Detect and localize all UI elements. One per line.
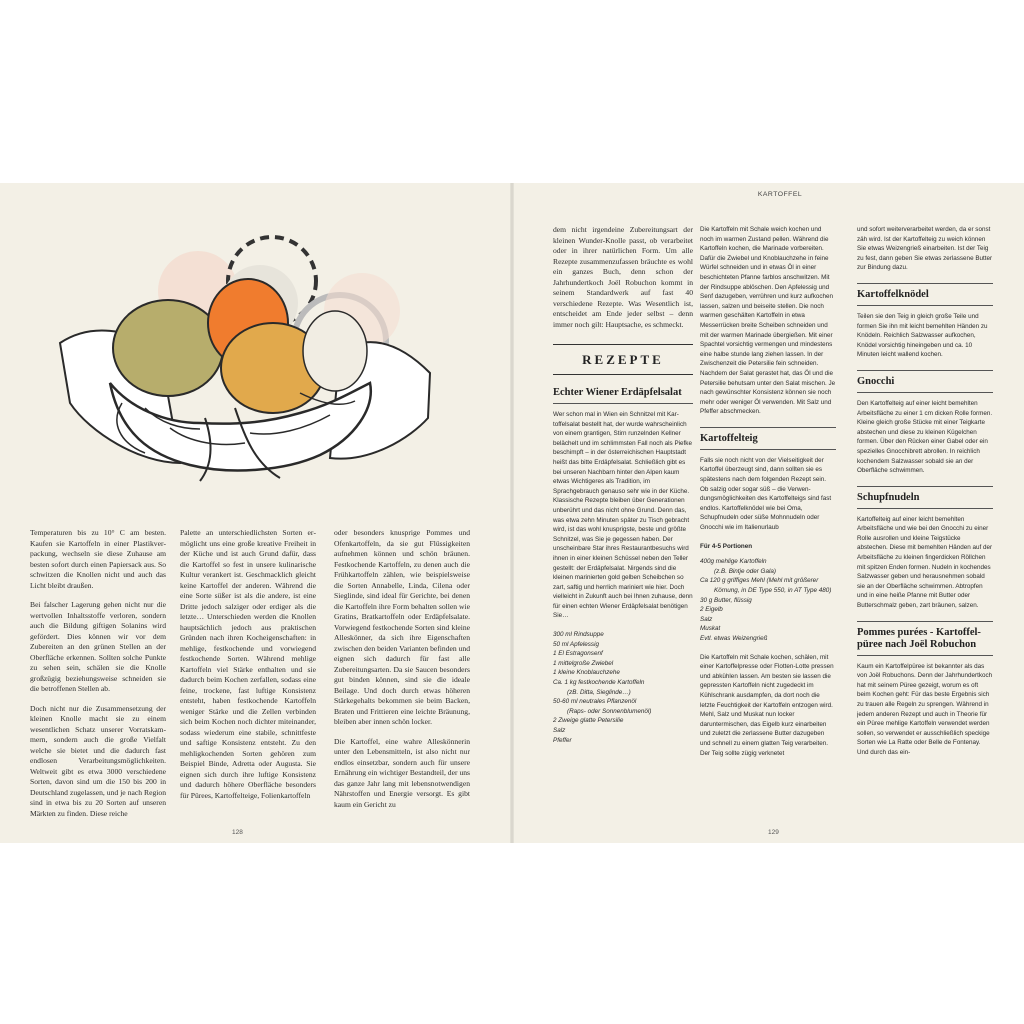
salad-method: Die Kartoffeln mit Schale weich kochen und noch im warmen Zustand pellen. Während die Kartoffeln kochen, die Marinade vorbereiten. Dafür die Zwiebel und Knoblauchzehe in feine Würfel schneiden und in etwas Öl in einer beschichteten Pfanne farblos anschwitzen. Mit der Rindsuppe ablöschen. Den Apfelessig und Senf dazugeben, verrühren und kurz aufkochen lassen, salzen und beiseite stellen. Die noch warmen geschälten Kartoffeln in etwa Messerrücken breite Scheiben schneiden und mit der warmen Marinade übergießen. Mit einer Spachtel vorsichtig vermengen und mindestens eine halbe stunde lang ziehen lassen. In der Zwischenzeit die Petersilie fein schneiden. Nachdem der Salat gerastet hat, das Öl und die Petersilie behutsam unter den Salat mischen. Je nach gewünschter Konsistenz können sie noch mehr oder weniger Öl verwenden. Mit Salz und Pfeffer abschmecken. (700, 226, 836, 416)
ingredient: 1 kleine Knoblauchzehe (553, 669, 620, 677)
recipe-title-knoedel: Kartoffelknödel (857, 283, 993, 306)
right-column-1 (553, 225, 693, 825)
ingredient: (Raps- oder Sonnenblumenöl) (567, 707, 652, 715)
ingredient: 50-60 ml neutrales Pflanzenöl (553, 698, 637, 706)
page-number-right: 129 (768, 829, 779, 836)
ingredient: Pfeffer (553, 736, 572, 744)
puree-text: Kaum ein Kartoffelpüree ist bekannter als das von Joël Robuchons. Denn der Jahrhundertkoch hat mit seinem Püree gezeigt, worum es oft beim Kochen geht: Für das beste Ergebnis sich zu trauen alle Regeln zu sprengen. Während in jedem anderen Rezept und auch in Theorie für ein Püree mehlige Kartoffeln verwendet werden sollen, so verwendet er ausschließlich speckige Sorten wie La Ratte oder Belle de Fontenay. Und durch das ein- (857, 662, 993, 756)
recipe-title-puree: Pommes purées - Kartoffelpüree nach Joël Robuchon (857, 621, 993, 656)
ingredient: Körnung, in DE Type 550, in AT Type 480) (714, 587, 832, 594)
paragraph: Bei falscher Lagerung gehen nicht nur die wertvollen Inhaltsstoffe verloren, sondern auch die Bildung giftigen Solanins wird gefördert. Dies können wir vor dem Zubereiten an den grünen Stellen an der Oberfläche erkennen. Sollten solche Punkte zu sehen sein, schälen sie die Knolle großzügig beziehungsweise schneiden sie die betroffenen Stellen ab. (30, 600, 166, 693)
page-number-left: 128 (232, 829, 243, 836)
ingredient: 1 El Estragonsenf (553, 650, 603, 658)
book-spread (0, 183, 1024, 843)
ingredient: Ca. 1 kg festkochende Kartoffeln (553, 679, 645, 687)
left-column-3 (334, 528, 470, 824)
paragraph: Temperaturen bis zu 10° C am besten. Kaufen sie Kartoffeln in einer Plastikverpackung, wechseln sie diese Zuhause am besten sofort durch einen Papiersack aus. So schwitzen die Knollen nicht und auch das Licht bleibt draußen. (30, 528, 166, 590)
gutter (510, 183, 514, 843)
teig-text: Falls sie noch nicht von der Vielseitigkeit der Kartoffel überzeugt sind, dann sollten sie es spätestens nach dem folgenden Rezept sein. Ob salzig oder sogar süß – die Verwendungsmöglichkeiten des Kartoffelteigs sind fast endlos. Kartoffelknödel wie bei Oma, Schupfnudeln oder süße Mohnnudeln oder Gnocchi wie im Italienurlaub (700, 456, 832, 532)
teig-method-continued: und sofort weiterverarbeitet werden, da er sonst zäh wird. Ist der Kartoffelteig zu weich können Sie etwas Weizengrieß einarbeiten. Ist der Teig zu fest, dann geben Sie etwas zerlassene Butter zur Bindung dazu. (857, 226, 993, 272)
paragraph: Die Kartoffel, eine wahre Alleskönnerin unter den Lebensmitteln, ist also nicht nur endlos einsetzbar, sondern auch für unsere Ernährung ein wichtiger Bestandteil, der uns das ganze Jahr lang mit lebensnotwendigen Nährstoffen und Energie versorgt. Es gibt kaum ein Gericht zu (334, 736, 470, 809)
hands-holding-potatoes-illustration (50, 233, 440, 493)
paragraph: oder besonders knusprige Pommes und Ofenkartoffeln, da sie gut Flüssigkeiten aufnehmen können und schön bräunen. Festkochende Kartoffeln, zu denen auch die Frühkartoffeln zählen, wie beispielsweise die Sorten Annabelle, Linda, Cilena oder Sieglinde, sind ideal für Gerichte, bei denen die Kartoffeln ihre Form behalten sollen wie Gratins, Bratkartoffeln oder Erdäpfelsalate. Vorwiegend festkochende Sorten sind kleine Alleskönner, da sich ihre Eigenschaften zwischen den beiden Varianten befinden und eignen sich dadurch für fast alle Zubereitungsarten. Da sie Saucen besonders gut binden können, sind sie die ideale Beilage. Und doch durch etwas höheren Stärkegehalts bekommen sie beim Backen, Braten und Frittieren eine leichte Bräunung, bleiben aber innen schön locker. (334, 528, 470, 726)
ingredient: 30 g Butter, flüssig (700, 596, 752, 604)
schupfnudeln-text: Kartoffelteig auf einer leicht bemehlten Arbeitsfläche und wie bei den Gnocchi zu einer Rolle ausrollen und kleine Teigstücke abstechen. Diese mit bemehlten Händen auf der Arbeitsfläche zu kleinen fingerdicken Röllchen mit spitzen Enden formen. Nudeln in kochendes Salzwasser geben und herausnehmen sobald sie an der Oberfläche schwimmen. Abtropfen und in eine heiße Pfanne mit Butter oder Butterschmalz geben, zart bräunen, salzen. (857, 515, 993, 610)
ingredient: Ca 120 g griffiges Mehl (Mehl mit größerer (700, 577, 819, 585)
ingredient: Evtl. etwas Weizengrieß (700, 634, 768, 642)
recipe-title-gnocchi: Gnocchi (857, 370, 993, 393)
recipe-title-schupfnudeln: Schupfnudeln (857, 486, 993, 509)
recipe-title-salad: Echter Wiener Erdäpfelsalat (553, 387, 693, 404)
ingredient: (z.B. Bintje oder Gala) (714, 567, 776, 575)
ingredient: Muskat (700, 625, 721, 633)
gnocchi-text: Den Kartoffelteig auf einer leicht bemehlten Arbeitsfläche zu einer 1 cm dicken Rolle formen. Kleine gleich große Stücke mit einer Teigkarte abstechen und diese zu kleinen Kügelchen formen. Über den Rücken einer Gabel oder ein spezielles Gnocchibrett abrollen. In reichlich kochendem Salzwasser sobald sie an der Oberfläche schwimmen. (857, 399, 993, 475)
salad-ingredients (553, 630, 693, 745)
ingredient: 1 mittelgroße Zwiebel (553, 659, 614, 667)
teig-method: Die Kartoffeln mit Schale kochen, schälen, mit einer Kartoffelpresse oder Flotten-Lotte pressen und abkühlen lassen. Am besten sie lassen die gepressten Kartoffeln nicht zugedeckt im Kühlschrank ausdampfen, da dort noch die letzte Feuchtigkeit der Kartoffeln entzogen wird. Mehl, Salz und Muskat nun locker daruntermischen, das Eigelb kurz einarbeiten und zuletzt die zerlassene Butter dazugeben und schnell zu einem glatten Teig verarbeiten. Der Teig sollte zügig verknetet (700, 653, 834, 757)
paragraph: Doch nicht nur die Zusammensetzung der kleinen Knolle macht sie zu einem wesentlichen Schatz unserer Vorratskammern, sondern auch die große Vielfalt welche sie bietet und die dadurch fast endlosen Verarbeitungsmöglichkeiten. Weltweit gibt es etwa 3000 verschiedene Sorten, davon sind um die 150 bis 200 in Deutschland zugelassen, und je nach Region sind in etwa bis zu 20 Sorten auf unseren Märkten zu finden. Diese reiche (30, 703, 166, 818)
ingredient: (zB. Ditta, Sieglinde…) (567, 688, 631, 696)
left-column-1 (30, 528, 166, 824)
ingredient: 2 Eigelb (700, 606, 723, 614)
paragraph: Palette an unterschiedlichsten Sorten ermöglicht uns eine große kreative Freiheit in der Küche und ist auch Grund dafür, dass die Kartoffel so fest in unsere kulinarische Kultur verankert ist. Geschmacklich gleicht keine Kartoffel der anderen. Während die eine Sorte süßer ist als die andere, ist eine Dritte jedoch salziger oder erdiger als die letzte… Unterschieden werden die Knollen hauptsächlich jedoch aus praktischen Gründen nach ihren Kocheigenschaften: in mehlige, festkochende und vorwiegend festkochende Sorten. Während mehlige Kartoffeln viel Stärke enthalten und sie dadurch beim Kochen zerfallen, sodass eine feine, trockene, fast luftige Konsistenz entsteht, haben festkochende Kartoffeln weniger Stärke und die Zellen verbinden sich beim Kochen noch dichter miteinander, sodass wiederum eine stabile, schnittfeste und saftige Konsistenz entsteht. Zu den mehligkochenden Sorten gehören zum Beispiel Binde, Adretta oder Augusta. Sie eignen sich durch ihre luftige Konsistenz und dadurch höhere Oberfläche besonders für Pürees, Kartoffelteige, Folienkartoffeln (180, 528, 316, 800)
left-column-2 (180, 528, 316, 824)
right-column-2 (700, 225, 836, 825)
teig-ingredients (700, 557, 836, 643)
ingredient: 2 Zweige glatte Petersilie (553, 717, 624, 725)
ingredient: 300 ml Rindsuppe (553, 631, 604, 639)
intro-paragraph: dem nicht irgendeine Zubereitungsart der kleinen Wunder-Knolle passt, ob verarbeitet oder in ihrer natürlichen Form. Um alle Rezepte zusammenzufassen bräuchte es wohl ein ganzes Buch, denn schon der Jahrhundertkoch Joël Robuchon kommt in seinem Standardwerk auf fast 40 verschiedene Rezepte. Was Wesentlich ist, entscheidet am Ende jeder selbst – denn immer noch gilt: Hauptsache, es schmeckt. (553, 225, 693, 329)
rezepte-heading-box (553, 344, 693, 375)
salad-text: Wer schon mal in Wien ein Schnitzel mit Kartoffelsalat bestellt hat, der wurde wahrscheinlich von einem grantigen, Stirn runzelnden Kellner belächelt und im schlimmsten Fall noch als Piefke beschimpft – in der österreichischen Hauptstadt heißt das bitte Erdäpfelsalat. Schließlich gibt es bei unseren Nachbarn hinter den Alpen kaum etwas Wichtigeres als Tradition, im Sprachgebrauch genauso sehr wie in der Küche. Klassische Rezepte bleiben über Generationen unberührt und das nicht ohne Grund. Denn das, was etwa zehn Minuten später zu Tisch gebracht wird, ist das wohl knusprigste, beste und größte Schnitzel, was Sie je gegessen haben. Der unscheinbare Star ihres Restaurantbesuchs wird ihnen in einer kleinen Schüssel neben den Teller gestellt: der Erdäpfelsalat. Nirgends sind die kleinen marinierten gold gelben Scheibchen so zart, saftig und herrlich mariniert wie hier. Doch vielleicht in Zukunft auch bei Ihnen zuhause, denn für einen echten Wiener Erdäpfelsalat benötigen Sie… (553, 411, 693, 620)
ingredient: 50 ml Apfelessig (553, 640, 599, 648)
knoedel-text: Teilen sie den Teig in gleich große Teile und formen Sie ihn mit leicht bemehlten Händen zu Knödeln. Reichlich Salzwasser aufkochen, Knödel vorsichtig hineingeben und ca. 10 Minuten leicht wallend kochen. (857, 312, 988, 359)
running-head: KARTOFFEL (757, 191, 803, 198)
right-column-3 (857, 225, 993, 825)
ingredient: Salz (700, 615, 713, 623)
recipe-title-teig: Kartoffelteig (700, 427, 836, 450)
rezepte-heading: REZEPTE (582, 352, 664, 367)
ingredient: Salz (553, 727, 566, 734)
ingredient: 400g mehlige Kartoffeln (700, 558, 767, 566)
teig-portions: Für 4-5 Portionen (700, 542, 753, 550)
